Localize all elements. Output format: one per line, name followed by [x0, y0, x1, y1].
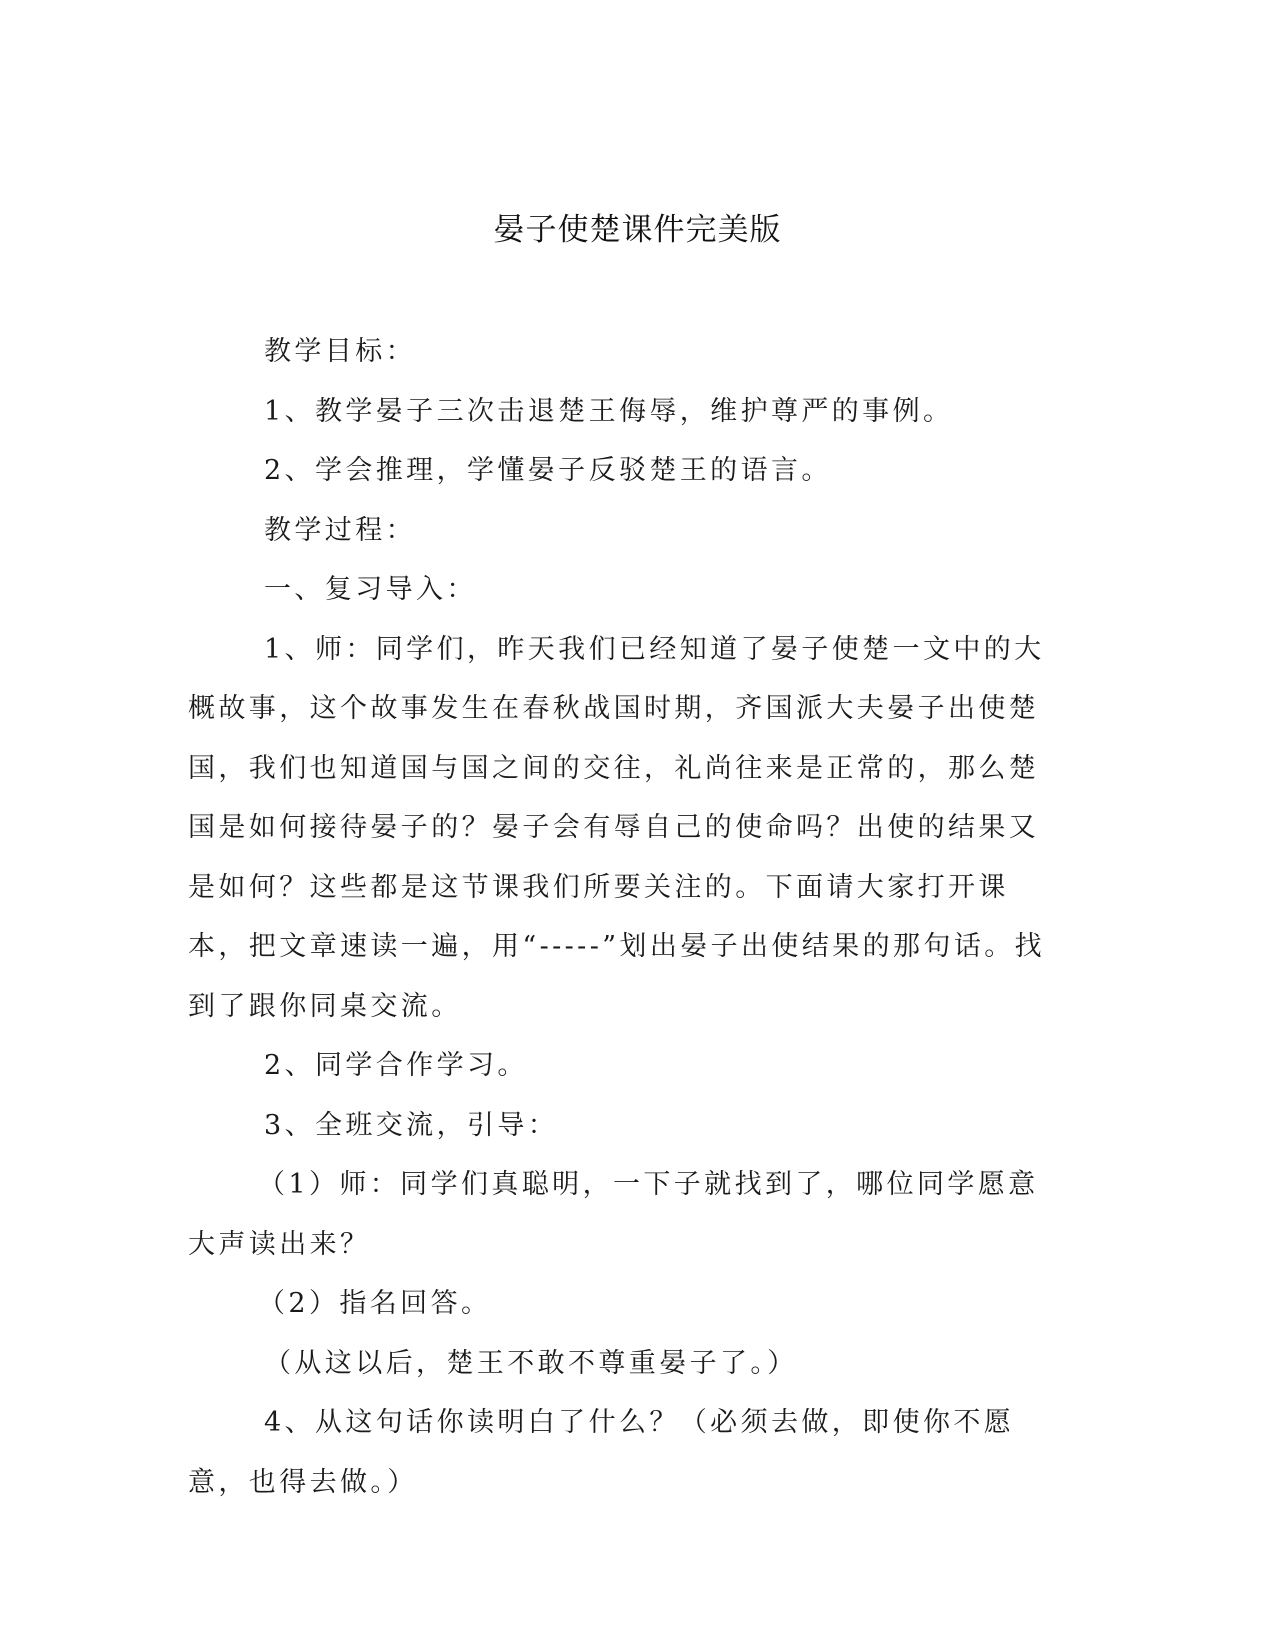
document-body [188, 322, 1048, 1512]
paragraph-teaching-process-heading: 教学过程： [264, 514, 416, 546]
paragraph-step-3-item-1: （1）师：同学们真聪明，一下子就找到了，哪位同学愿意大声读出来？ [188, 1169, 1039, 1260]
paragraph-step-4: 4、从这句话你读明白了什么？（必须去做，即使你不愿意，也得去做。） [188, 1407, 1015, 1498]
paragraph-goal-2: 2、学会推理，学懂晏子反驳楚王的语言。 [264, 455, 832, 486]
paragraph-step-1: 1、师：同学们，昨天我们已经知道了晏子使楚一文中的大概故事，这个故事发生在春秋战国时期，齐国派大夫晏子出使楚国，我们也知道国与国之间的交往，礼尚往来是正常的，那么楚国是如何接待晏子的？晏子会有辱自己的使命吗？出使的结果又是如何？这些都是这节课我们所要关注的。下面请大家打开课本，把文章速读一遍，用“-----”划出晏子出使结果的那句话。找到了跟你同桌交流。 [188, 633, 1046, 1022]
paragraph-teaching-goals-heading: 教学目标： [264, 336, 416, 367]
paragraph-section-1-heading: 一、复习导入： [264, 574, 477, 605]
document-title: 晏子使楚课件完美版 [493, 212, 782, 248]
paragraph-answer-note: （从这以后，楚王不敢不尊重晏子了。） [264, 1347, 798, 1379]
paragraph-step-2: 2、同学合作学习。 [264, 1050, 528, 1081]
paragraph-step-3: 3、全班交流，引导： [264, 1109, 559, 1141]
paragraph-goal-1: 1、教学晏子三次击退楚王侮辱，维护尊严的事例。 [264, 395, 954, 427]
paragraph-step-3-item-2: （2）指名回答。 [258, 1288, 492, 1319]
